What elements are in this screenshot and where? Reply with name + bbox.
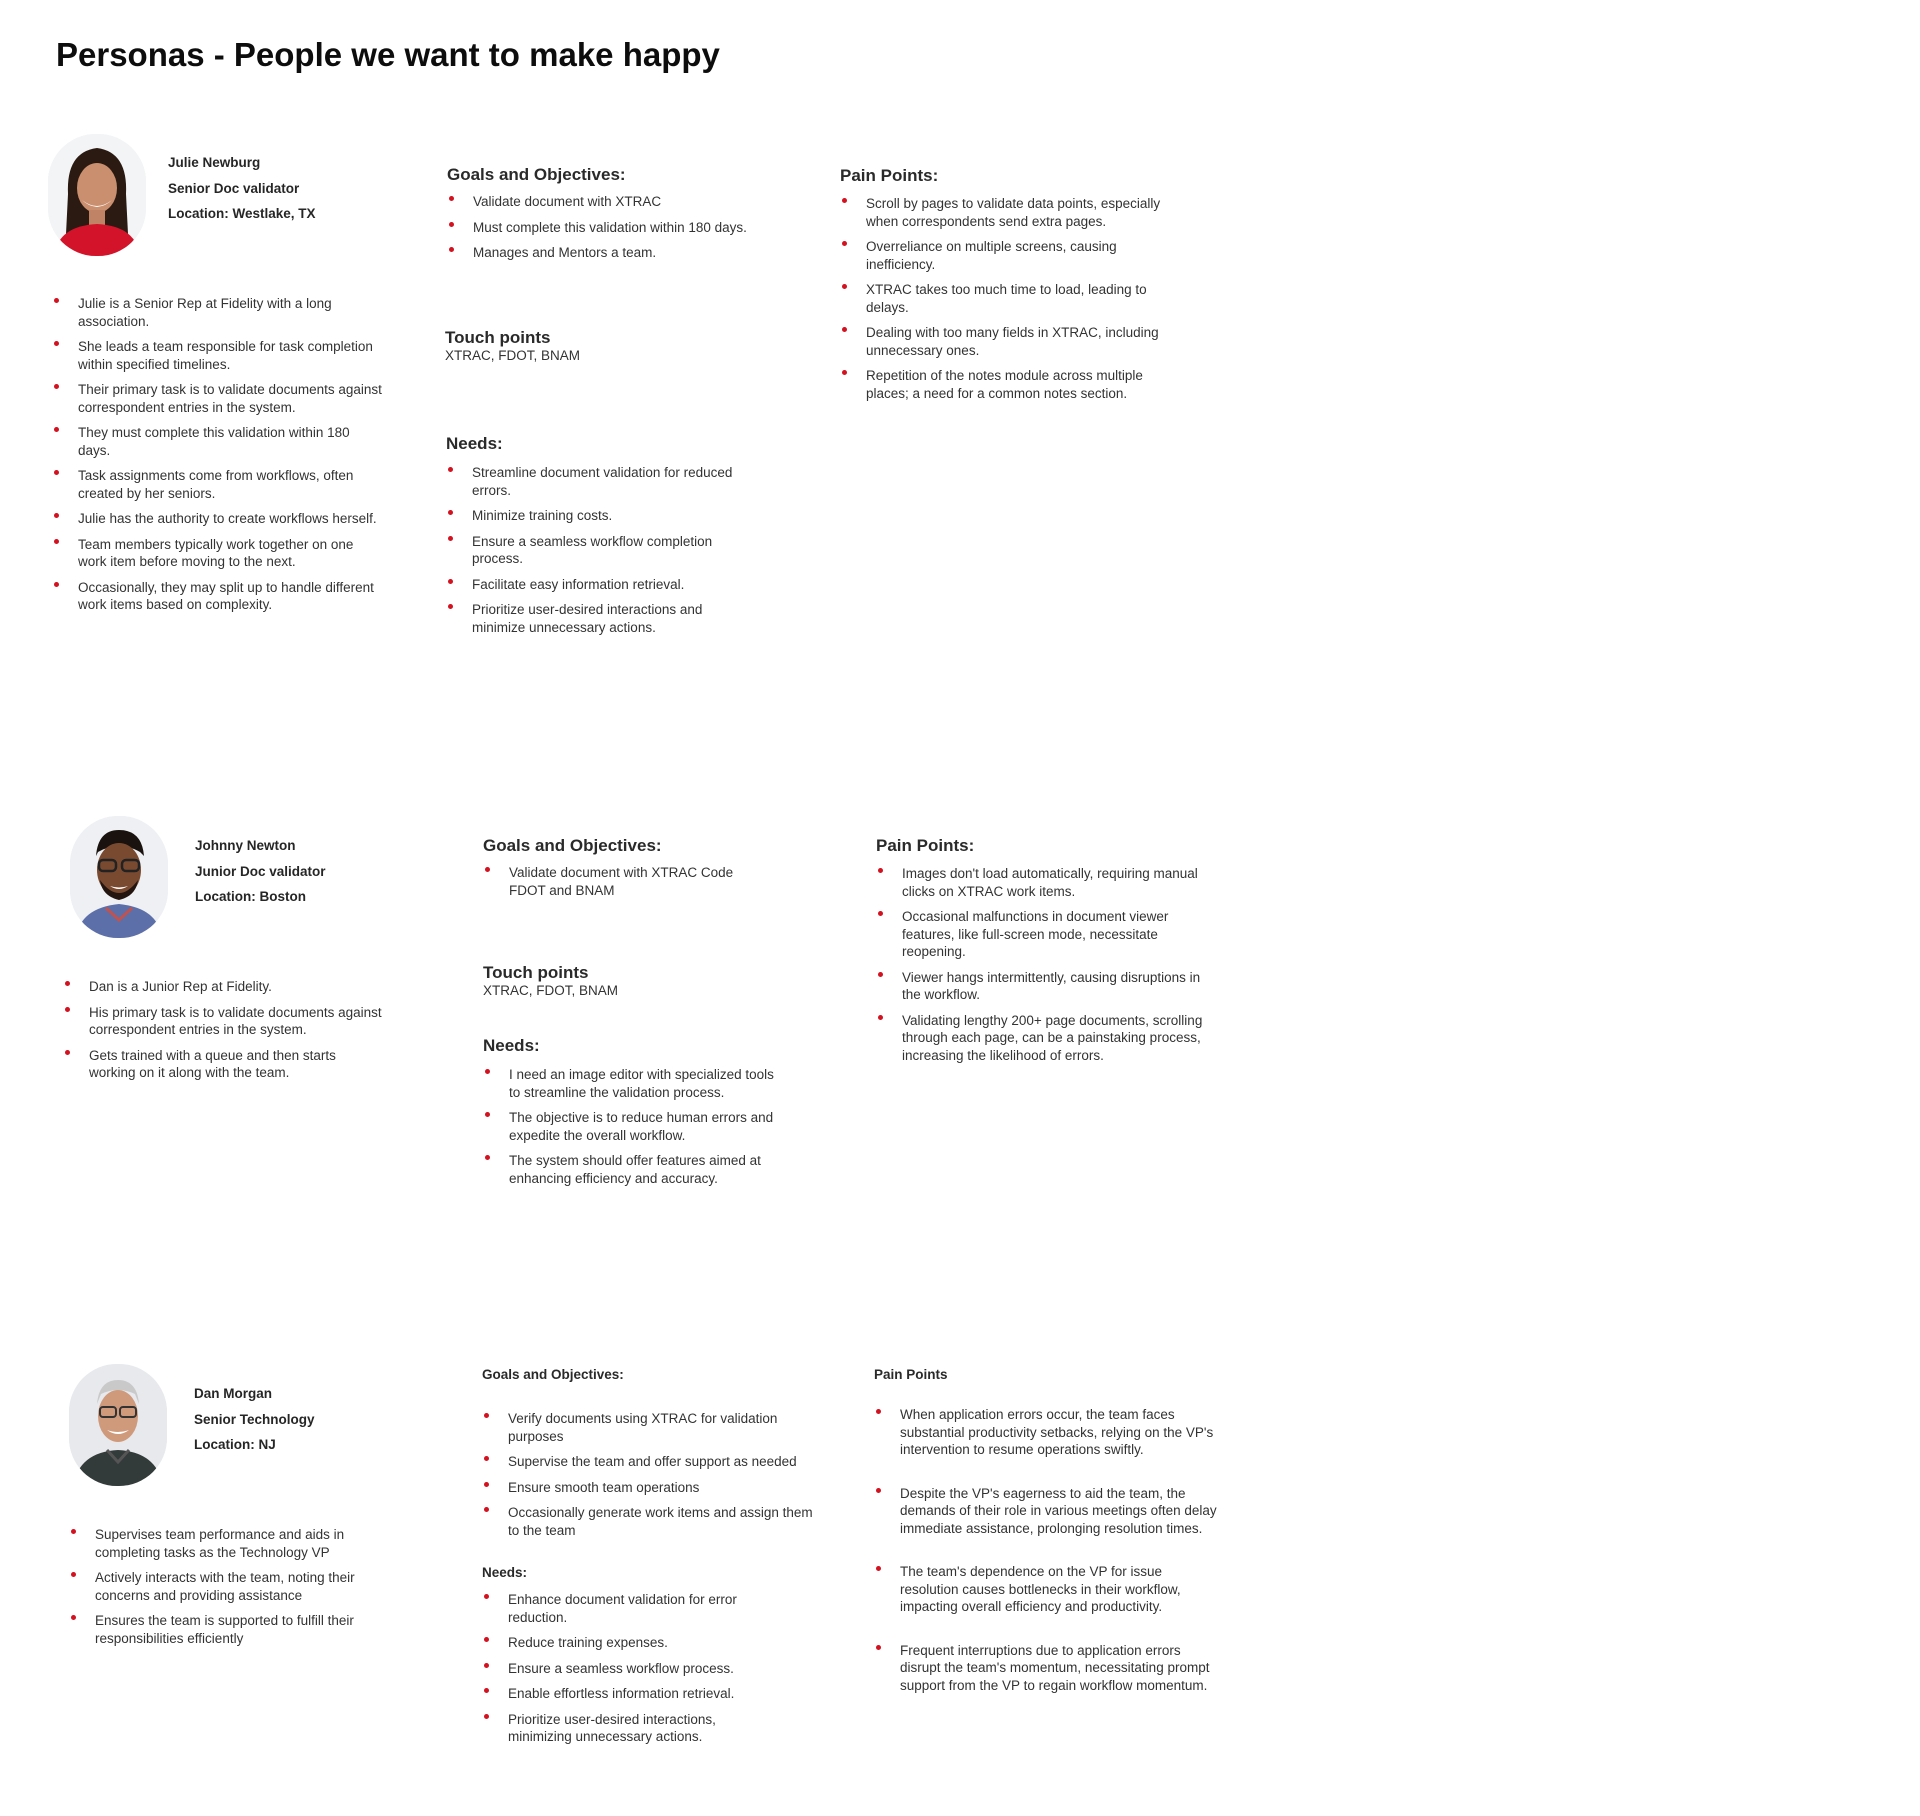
pain-points-list: [840, 195, 1180, 410]
goals-heading: Goals and Objectives:: [482, 1367, 624, 1382]
bio-list: [52, 295, 382, 622]
avatar: [70, 816, 168, 938]
list-item: Gets trained with a queue and then starts working on it along with the team.: [63, 1047, 383, 1082]
persona-location: Location: NJ: [194, 1437, 276, 1452]
list-item: Dealing with too many fields in XTRAC, including unnecessary ones.: [840, 324, 1180, 359]
persona-identity: [168, 150, 316, 227]
list-item: Validate document with XTRAC Code FDOT and BNAM: [483, 864, 743, 899]
persona-location: Location: Boston: [195, 889, 306, 904]
list-item: Frequent interruptions due to application errors disrupt the team's momentum, necessitating prompt support from the VP to regain workflow momentum.: [874, 1642, 1219, 1695]
list-item: Reduce training expenses.: [482, 1634, 782, 1652]
pain-points-heading: Pain Points:: [876, 836, 975, 855]
list-item: Julie is a Senior Rep at Fidelity with a long association.: [52, 295, 382, 330]
list-item: Prioritize user-desired interactions, minimizing unnecessary actions.: [482, 1711, 782, 1746]
bio-list: [63, 978, 383, 1090]
bio-list: [69, 1526, 389, 1655]
list-item: The objective is to reduce human errors and expedite the overall workflow.: [483, 1109, 783, 1144]
goals-list: [483, 864, 743, 907]
list-item: They must complete this validation within 180 days.: [52, 424, 382, 459]
needs-heading: Needs:: [482, 1565, 528, 1580]
list-item: Facilitate easy information retrieval.: [446, 576, 736, 594]
list-item: Ensures the team is supported to fulfill their responsibilities efficiently: [69, 1612, 389, 1647]
persona-location: Location: Westlake, TX: [168, 206, 316, 221]
goals-list: [447, 193, 787, 270]
pain-points-list: [874, 1406, 1219, 1720]
list-item: Verify documents using XTRAC for validation purposes: [482, 1410, 822, 1445]
list-item: I need an image editor with specialized tools to streamline the validation process.: [483, 1066, 783, 1101]
page-title: Personas - People we want to make happy: [56, 36, 720, 73]
list-item: Julie has the authority to create workflows herself.: [52, 510, 382, 528]
list-item: The system should offer features aimed at enhancing efficiency and accuracy.: [483, 1152, 783, 1187]
persona-name: Johnny Newton: [195, 838, 296, 853]
list-item: Dan is a Junior Rep at Fidelity.: [63, 978, 383, 996]
touch-points-heading: Touch points: [445, 328, 551, 347]
list-item: Enhance document validation for error reduction.: [482, 1591, 782, 1626]
persona-name: Julie Newburg: [168, 155, 261, 170]
list-item: Occasional malfunctions in document viewer features, like full-screen mode, necessitate reopening.: [876, 908, 1221, 961]
list-item: Overreliance on multiple screens, causing inefficiency.: [840, 238, 1180, 273]
goals-heading: Goals and Objectives:: [447, 165, 626, 184]
list-item: Occasionally generate work items and assign them to the team: [482, 1504, 822, 1539]
touch-points-heading: Touch points: [483, 963, 589, 982]
list-item: She leads a team responsible for task completion within specified timelines.: [52, 338, 382, 373]
list-item: Supervise the team and offer support as needed: [482, 1453, 822, 1471]
touch-points-value: XTRAC, FDOT, BNAM: [483, 983, 619, 998]
needs-heading: Needs:: [446, 434, 503, 453]
list-item: Viewer hangs intermittently, causing disruptions in the workflow.: [876, 969, 1221, 1004]
persona-role: Senior Technology: [194, 1411, 315, 1427]
list-item: Ensure a seamless workflow process.: [482, 1660, 782, 1678]
list-item: Ensure smooth team operations: [482, 1479, 822, 1497]
pain-points-list: [876, 865, 1221, 1072]
portrait-dan-image: [69, 1364, 167, 1486]
portrait-johnny-image: [70, 816, 168, 938]
list-item: Scroll by pages to validate data points, especially when correspondents send extra pages.: [840, 195, 1180, 230]
list-item: Task assignments come from workflows, often created by her seniors.: [52, 467, 382, 502]
needs-list: [483, 1066, 783, 1195]
persona-identity: [195, 833, 326, 910]
persona-name: Dan Morgan: [194, 1386, 273, 1401]
list-item: Must complete this validation within 180 days.: [447, 219, 787, 237]
needs-list: [482, 1591, 782, 1754]
list-item: Minimize training costs.: [446, 507, 736, 525]
portrait-julie-image: [48, 134, 146, 256]
list-item: XTRAC takes too much time to load, leading to delays.: [840, 281, 1180, 316]
list-item: Streamline document validation for reduced errors.: [446, 464, 736, 499]
list-item: Repetition of the notes module across multiple places; a need for a common notes section.: [840, 367, 1180, 402]
persona-identity: [194, 1381, 315, 1458]
goals-list: [482, 1410, 822, 1547]
list-item: Validating lengthy 200+ page documents, scrolling through each page, can be a painstaking process, increasing the likelihood of errors.: [876, 1012, 1221, 1065]
list-item: Team members typically work together on one work item before moving to the next.: [52, 536, 382, 571]
list-item: Occasionally, they may split up to handle different work items based on complexity.: [52, 579, 382, 614]
avatar: [48, 134, 146, 256]
list-item: Prioritize user-desired interactions and minimize unnecessary actions.: [446, 601, 736, 636]
persona-role: Junior Doc validator: [195, 863, 326, 879]
list-item: Actively interacts with the team, noting their concerns and providing assistance: [69, 1569, 389, 1604]
pain-points-heading: Pain Points:: [840, 166, 939, 185]
list-item: Ensure a seamless workflow completion process.: [446, 533, 736, 568]
touch-points-value: XTRAC, FDOT, BNAM: [445, 348, 581, 363]
list-item: Supervises team performance and aids in completing tasks as the Technology VP: [69, 1526, 389, 1561]
list-item: The team's dependence on the VP for issue resolution causes bottlenecks in their workflow, impacting overall efficiency and productivity.: [874, 1563, 1219, 1616]
list-item: His primary task is to validate documents against correspondent entries in the system.: [63, 1004, 383, 1039]
goals-heading: Goals and Objectives:: [483, 836, 662, 855]
list-item: Despite the VP's eagerness to aid the team, the demands of their role in various meetings often delay immediate assistance, prolonging resolution times.: [874, 1485, 1219, 1538]
list-item: Their primary task is to validate documents against correspondent entries in the system.: [52, 381, 382, 416]
avatar: [69, 1364, 167, 1486]
list-item: Images don't load automatically, requiring manual clicks on XTRAC work items.: [876, 865, 1221, 900]
needs-heading: Needs:: [483, 1036, 540, 1055]
pain-points-heading: Pain Points: [874, 1367, 948, 1382]
persona-role: Senior Doc validator: [168, 180, 300, 196]
list-item: Enable effortless information retrieval.: [482, 1685, 782, 1703]
list-item: Validate document with XTRAC: [447, 193, 787, 211]
list-item: When application errors occur, the team faces substantial productivity setbacks, relying on the VP's intervention to resume operations swiftly.: [874, 1406, 1219, 1459]
list-item: Manages and Mentors a team.: [447, 244, 787, 262]
needs-list: [446, 464, 736, 644]
